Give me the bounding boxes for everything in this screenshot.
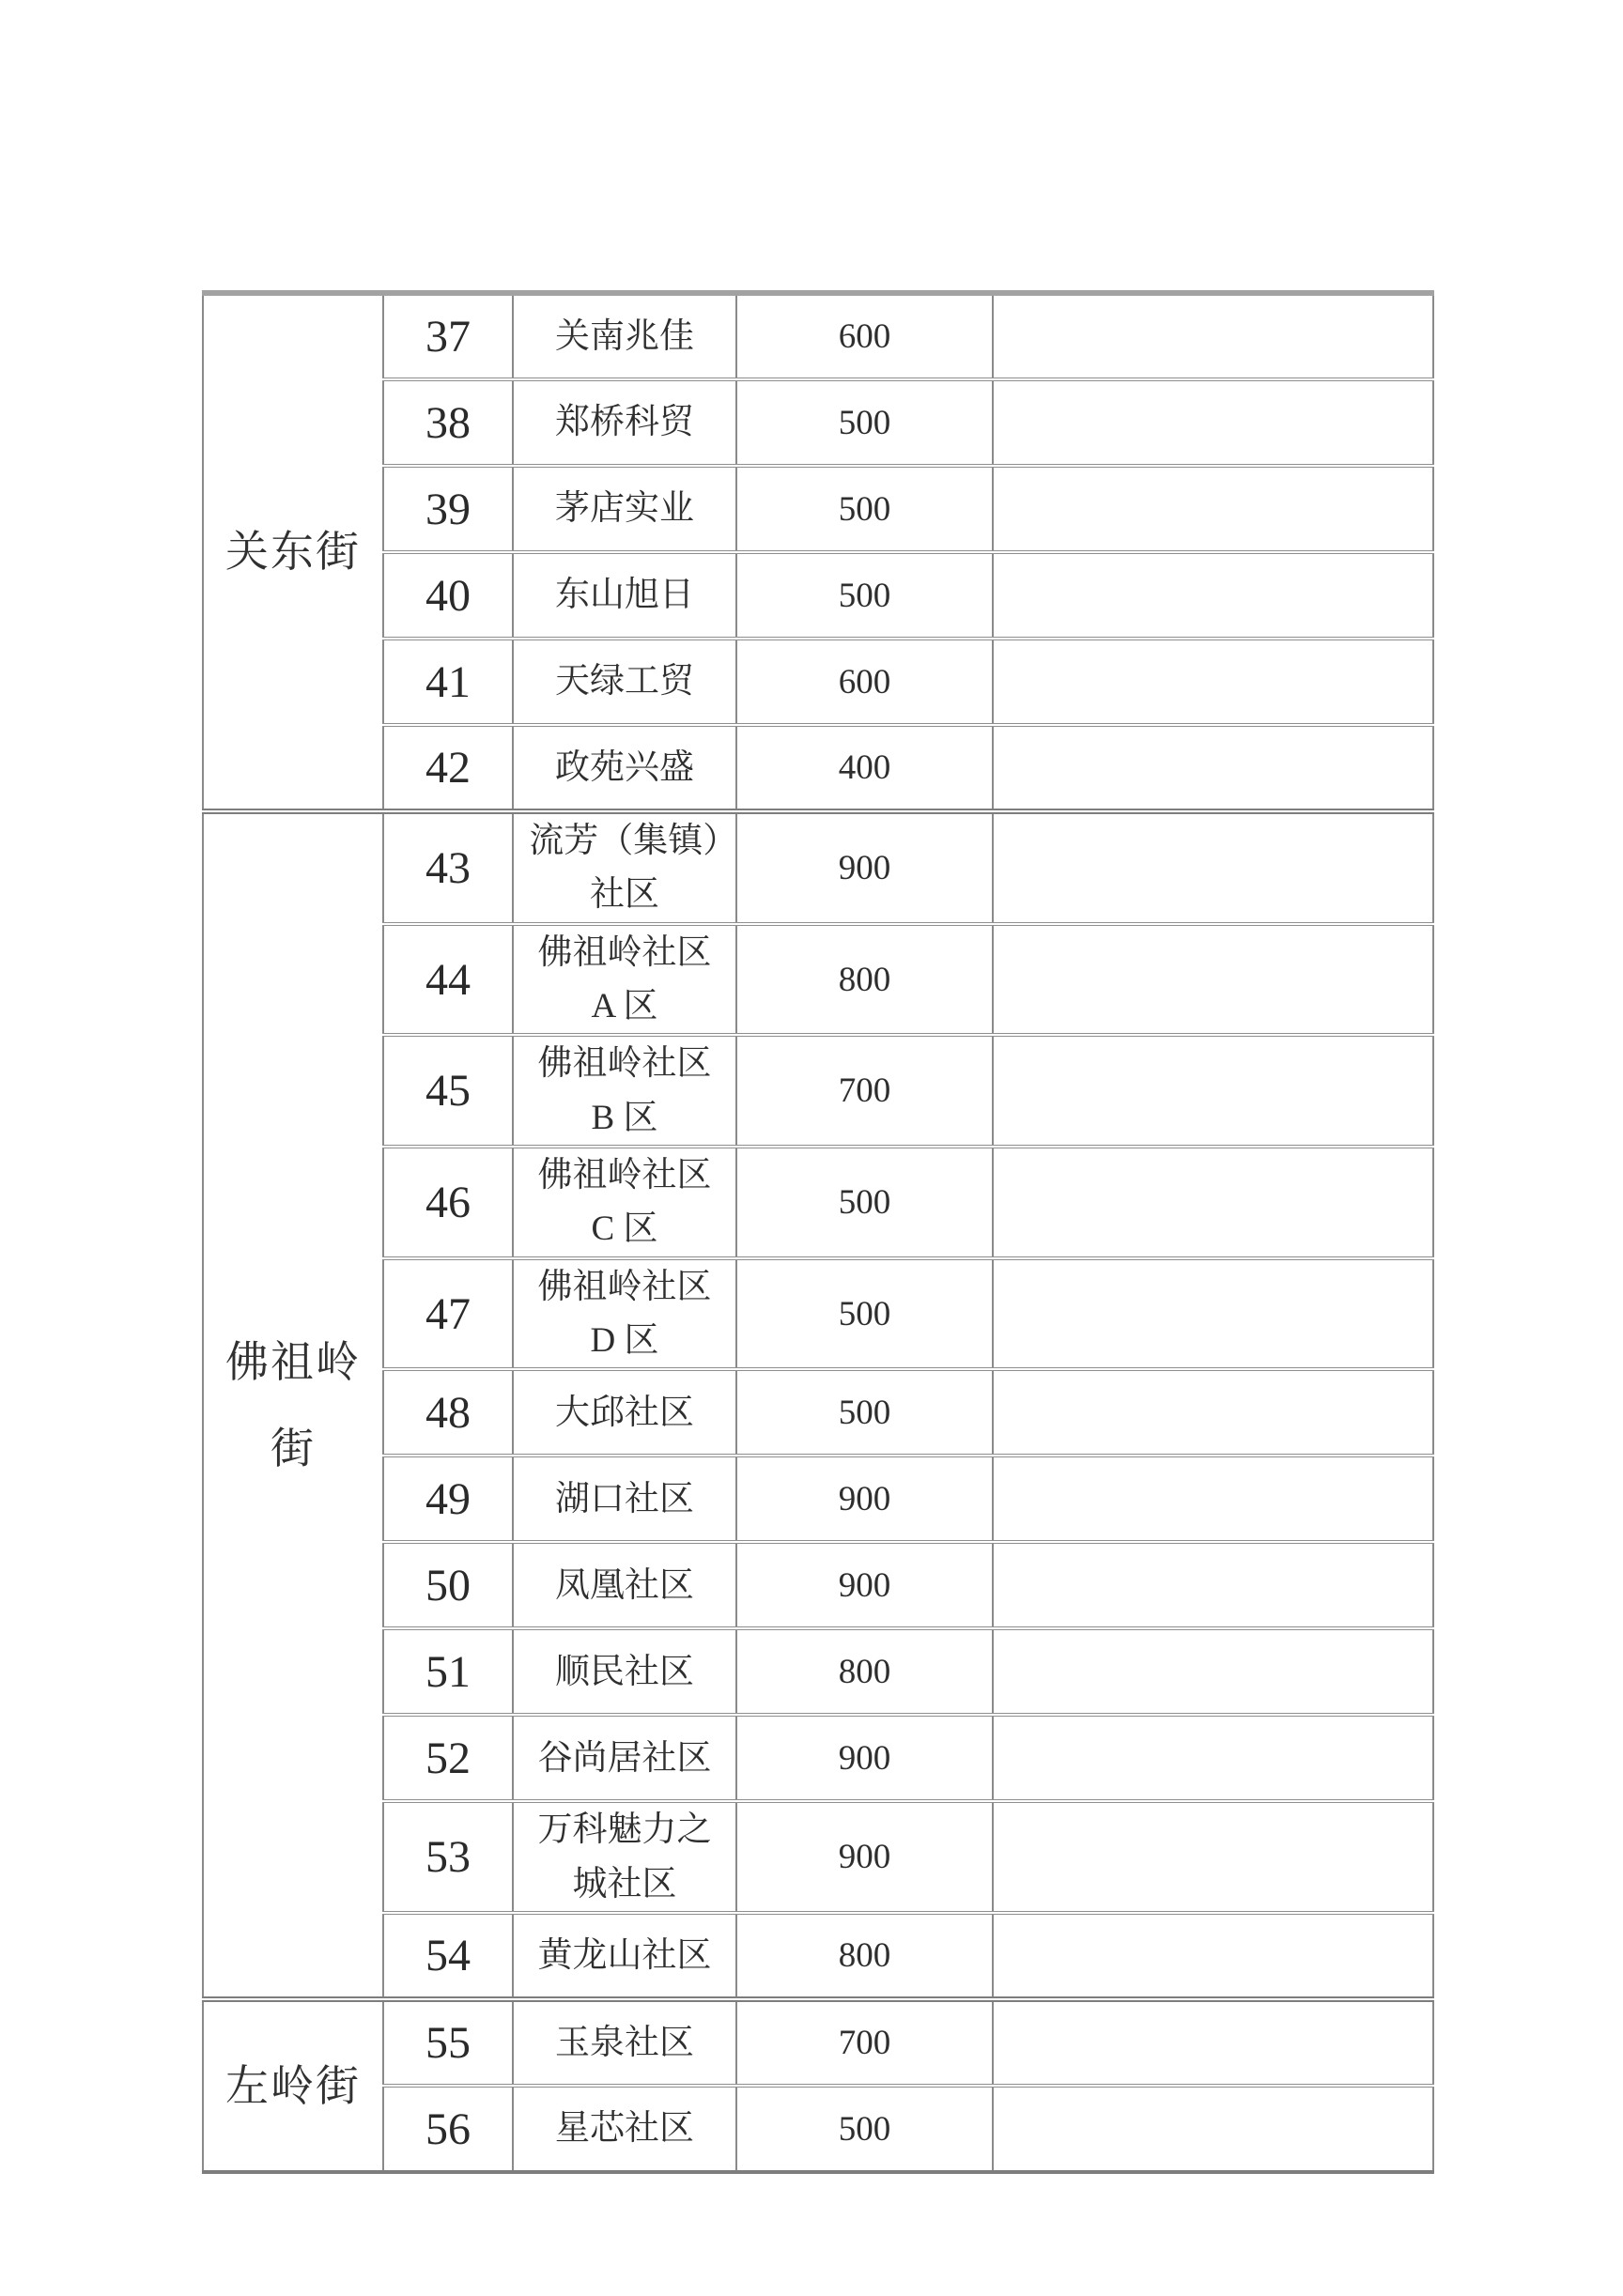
remark-cell	[993, 1456, 1433, 1542]
amount-cell: 700	[736, 1999, 993, 2086]
row-number-cell: 39	[383, 466, 513, 552]
table-row	[203, 1801, 1433, 1913]
org-name-cell: 天绿工贸	[513, 639, 736, 725]
table-row	[203, 1456, 1433, 1542]
row-number-cell: 41	[383, 639, 513, 725]
table-row	[203, 2086, 1433, 2172]
table-row	[203, 639, 1433, 725]
street-label: 佛祖岭	[225, 1338, 361, 1387]
remark-cell	[993, 1258, 1433, 1370]
street-cell-fozuling	[203, 811, 383, 1999]
amount-cell: 900	[736, 1801, 993, 1913]
row-number-cell: 46	[383, 1147, 513, 1258]
remark-cell	[993, 1801, 1433, 1913]
amount-cell: 900	[736, 1456, 993, 1542]
org-name-cell: 佛祖岭社区 B 区	[513, 1035, 736, 1147]
org-name-cell: 玉泉社区	[513, 1999, 736, 2086]
remark-cell	[993, 379, 1433, 466]
row-number-cell: 47	[383, 1258, 513, 1370]
street-label: 街	[270, 1424, 316, 1472]
org-name-cell: 政苑兴盛	[513, 725, 736, 811]
street-label: 关东街	[225, 528, 361, 577]
remark-cell	[993, 466, 1433, 552]
amount-cell: 800	[736, 1913, 993, 1999]
org-name-cell: 万科魅力之城社区	[513, 1801, 736, 1913]
org-name-cell: 关南兆佳	[513, 293, 736, 379]
table-row	[203, 1913, 1433, 1999]
remark-cell	[993, 552, 1433, 639]
org-name-cell: 茅店实业	[513, 466, 736, 552]
row-number-cell: 56	[383, 2086, 513, 2172]
remark-cell	[993, 2086, 1433, 2172]
amount-cell: 900	[736, 811, 993, 924]
org-name-cell: 凤凰社区	[513, 1542, 736, 1628]
table-row	[203, 379, 1433, 466]
row-number-cell: 40	[383, 552, 513, 639]
row-number-cell: 43	[383, 811, 513, 924]
table-row	[203, 725, 1433, 811]
amount-cell: 900	[736, 1715, 993, 1801]
org-name-cell: 东山旭日	[513, 552, 736, 639]
table-row	[203, 1258, 1433, 1370]
street-label: 左岭街	[225, 2062, 361, 2111]
table-row	[203, 1715, 1433, 1801]
amount-cell: 700	[736, 1035, 993, 1147]
org-name-cell: 郑桥科贸	[513, 379, 736, 466]
table-row	[203, 1369, 1433, 1456]
org-name-cell: 谷尚居社区	[513, 1715, 736, 1801]
amount-cell: 600	[736, 293, 993, 379]
table-row	[203, 1999, 1433, 2086]
table-row	[203, 1147, 1433, 1258]
table-row	[203, 293, 1433, 379]
row-number-cell: 38	[383, 379, 513, 466]
remark-cell	[993, 1715, 1433, 1801]
street-cell-guandong	[203, 293, 383, 811]
remark-cell	[993, 1542, 1433, 1628]
org-name-cell: 大邱社区	[513, 1369, 736, 1456]
remark-cell	[993, 293, 1433, 379]
amount-cell: 500	[736, 1258, 993, 1370]
amount-cell: 500	[736, 466, 993, 552]
amount-cell: 500	[736, 1147, 993, 1258]
amount-cell: 500	[736, 2086, 993, 2172]
table-row	[203, 1628, 1433, 1715]
row-number-cell: 37	[383, 293, 513, 379]
amount-cell: 400	[736, 725, 993, 811]
amount-cell: 900	[736, 1542, 993, 1628]
table-row	[203, 1542, 1433, 1628]
row-number-cell: 50	[383, 1542, 513, 1628]
table-row	[203, 811, 1433, 924]
row-number-cell: 45	[383, 1035, 513, 1147]
table-row	[203, 552, 1433, 639]
org-name-cell: 佛祖岭社区 C 区	[513, 1147, 736, 1258]
remark-cell	[993, 924, 1433, 1036]
row-number-cell: 49	[383, 1456, 513, 1542]
row-number-cell: 44	[383, 924, 513, 1036]
street-allocation-table	[202, 290, 1434, 2174]
remark-cell	[993, 639, 1433, 725]
street-cell-zuoling	[203, 1999, 383, 2172]
amount-cell: 500	[736, 379, 993, 466]
amount-cell: 600	[736, 639, 993, 725]
org-name-cell: 佛祖岭社区 A 区	[513, 924, 736, 1036]
remark-cell	[993, 1147, 1433, 1258]
org-name-cell: 黄龙山社区	[513, 1913, 736, 1999]
row-number-cell: 48	[383, 1369, 513, 1456]
table-row	[203, 1035, 1433, 1147]
org-name-cell: 流芳（集镇）社区	[513, 811, 736, 924]
amount-cell: 500	[736, 1369, 993, 1456]
row-number-cell: 52	[383, 1715, 513, 1801]
table-row	[203, 924, 1433, 1036]
org-name-cell: 湖口社区	[513, 1456, 736, 1542]
table-row	[203, 466, 1433, 552]
row-number-cell: 42	[383, 725, 513, 811]
org-name-cell: 顺民社区	[513, 1628, 736, 1715]
remark-cell	[993, 725, 1433, 811]
row-number-cell: 55	[383, 1999, 513, 2086]
amount-cell: 800	[736, 924, 993, 1036]
remark-cell	[993, 1369, 1433, 1456]
row-number-cell: 54	[383, 1913, 513, 1999]
row-number-cell: 53	[383, 1801, 513, 1913]
amount-cell: 800	[736, 1628, 993, 1715]
remark-cell	[993, 1035, 1433, 1147]
amount-cell: 500	[736, 552, 993, 639]
org-name-cell: 佛祖岭社区 D 区	[513, 1258, 736, 1370]
row-number-cell: 51	[383, 1628, 513, 1715]
remark-cell	[993, 1999, 1433, 2086]
org-name-cell: 星芯社区	[513, 2086, 736, 2172]
remark-cell	[993, 1628, 1433, 1715]
remark-cell	[993, 811, 1433, 924]
remark-cell	[993, 1913, 1433, 1999]
